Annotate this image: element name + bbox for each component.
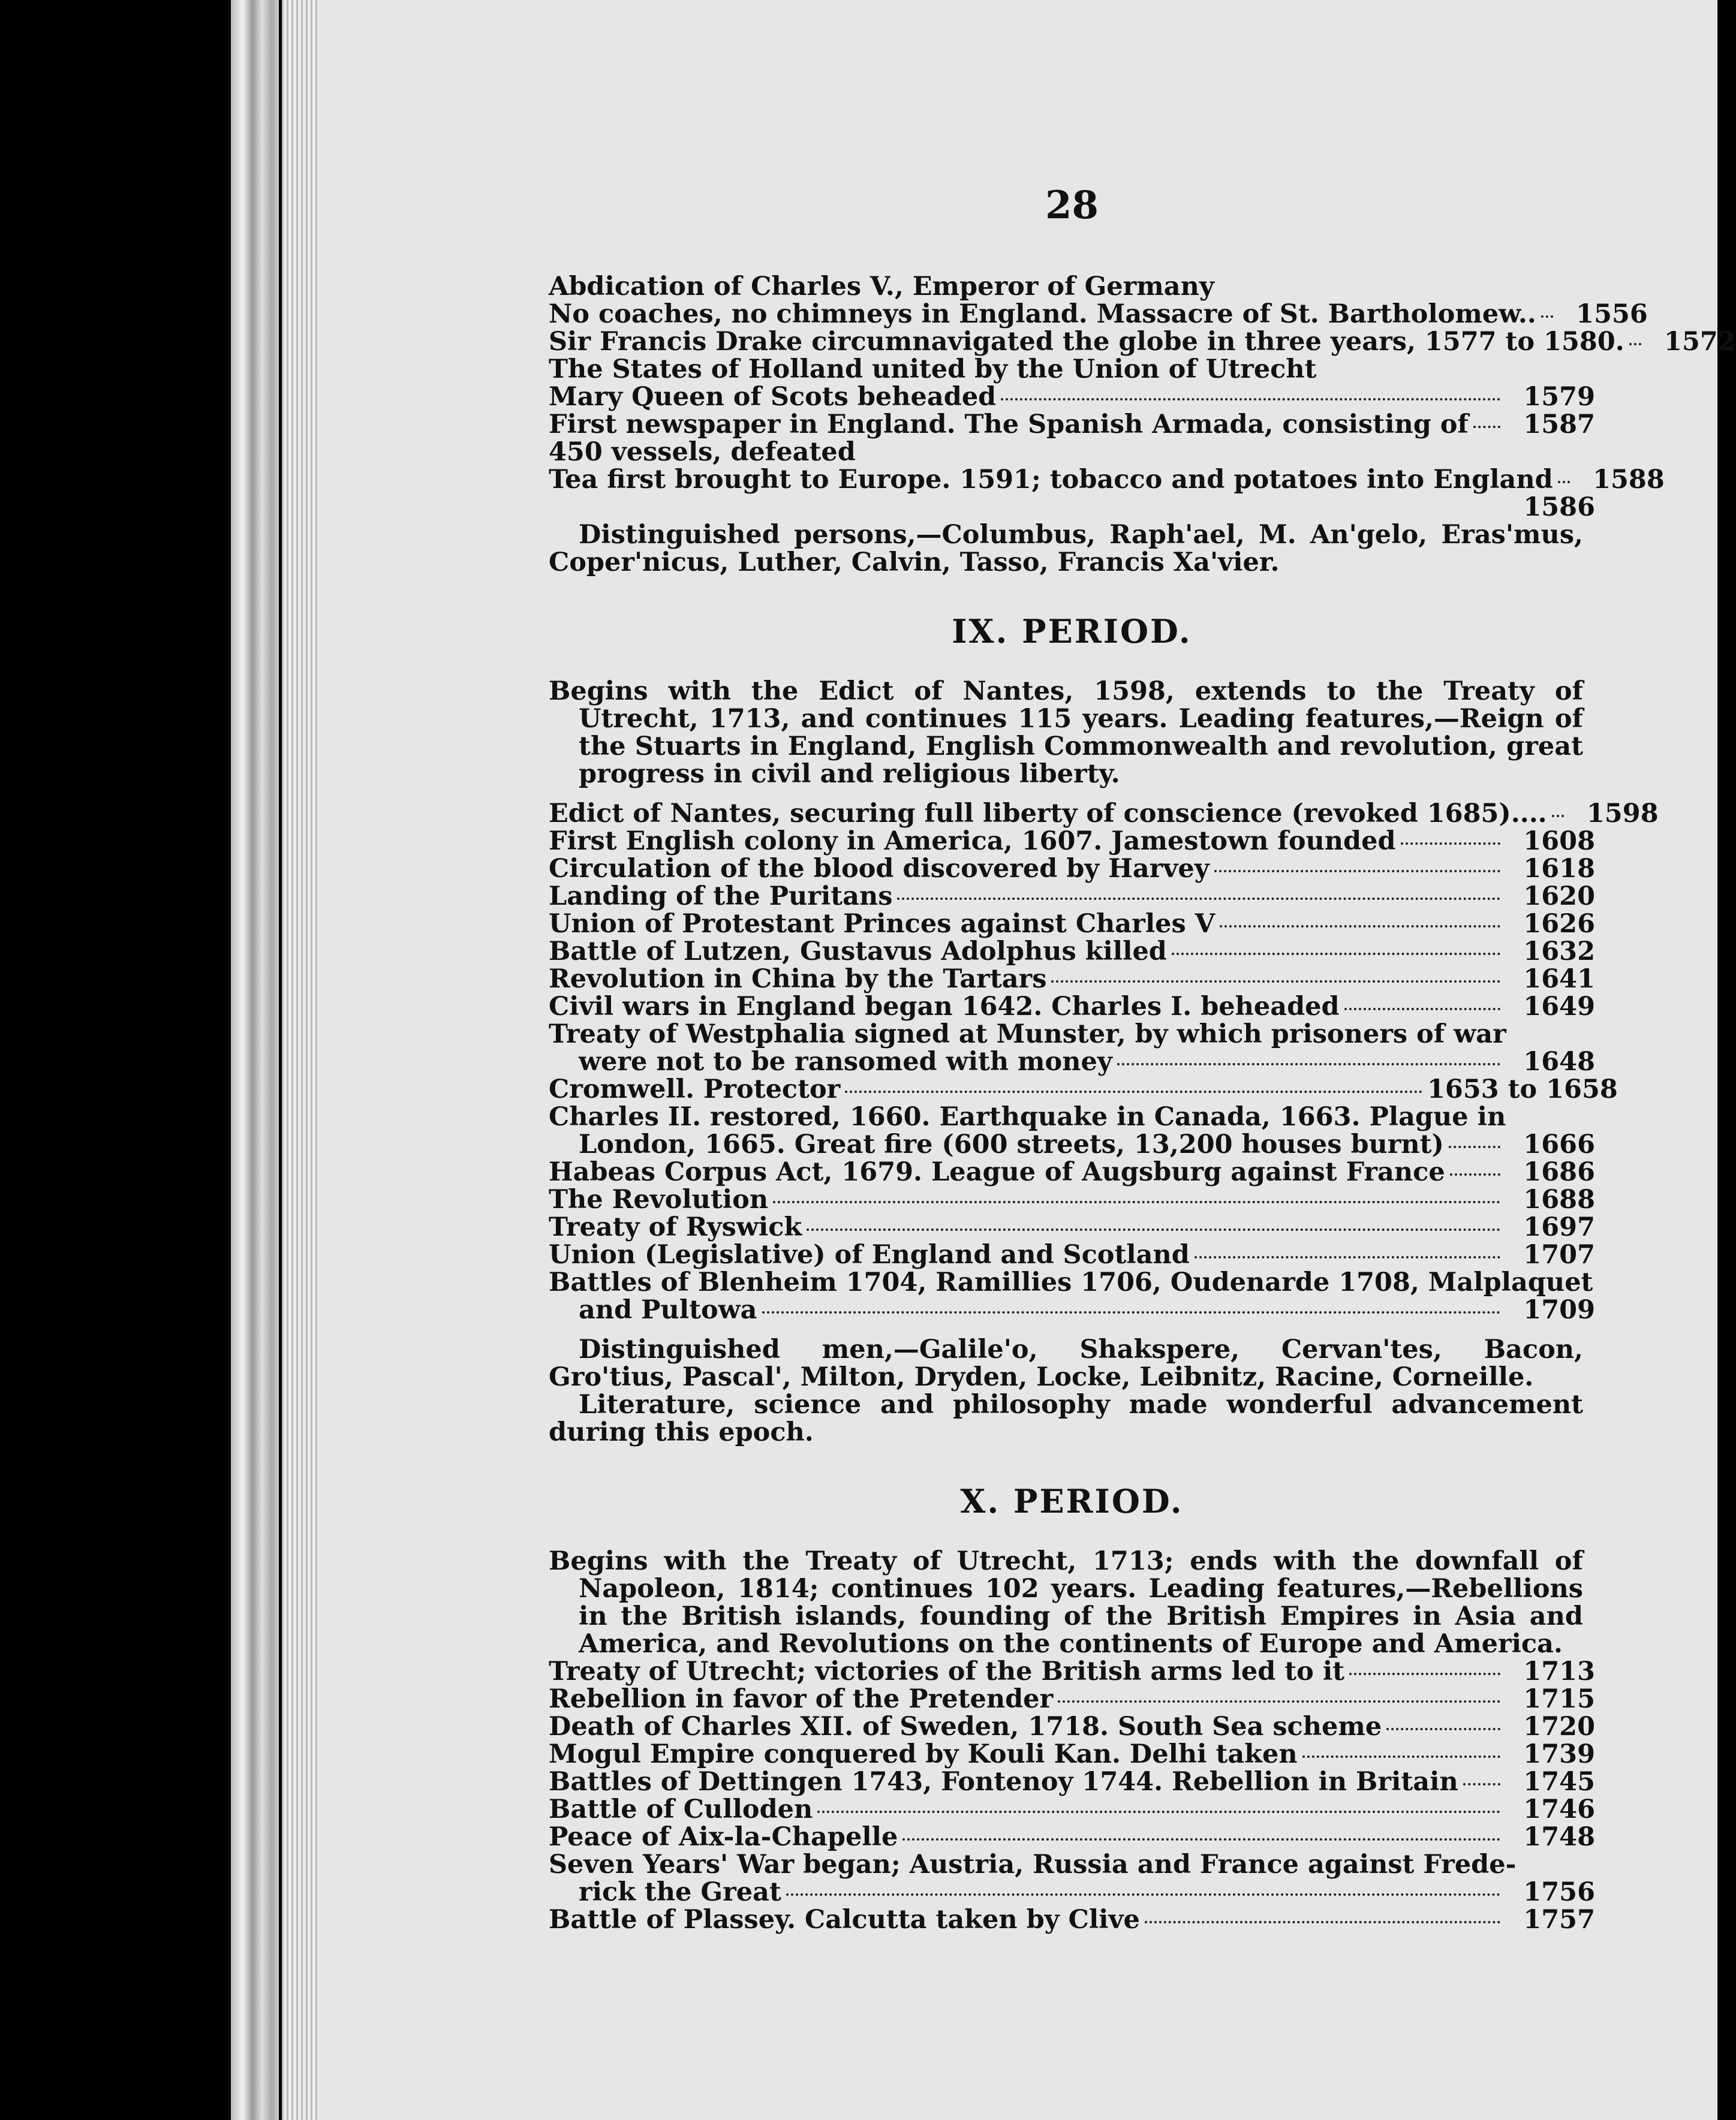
year-label: 1649 [1523,992,1595,1022]
dot-leader [1214,870,1500,872]
event-text: Peace of Aix-la-Chapelle [549,1822,898,1852]
dot-leader [1473,426,1500,428]
timeline-row [549,938,1595,965]
timeline-row [549,327,1736,357]
year-label: 1757 [1523,1905,1595,1935]
dot-leader [1450,1173,1500,1176]
year-label: 1626 [1523,909,1595,939]
event-text: London, 1665. Great fire (600 streets, 13,200 houses burnt) [579,1130,1444,1160]
timeline-row [549,411,1595,438]
dot-leader [1541,315,1553,318]
timeline-row [549,1740,1595,1768]
timeline-row [549,993,1595,1020]
event-text: The States of Holland united by the Union of Utrecht [549,354,1317,384]
year-label: 1598 [1586,799,1659,829]
event-text: Habeas Corpus Act, 1679. League of Augsburg against France [549,1157,1445,1187]
dot-leader [1001,398,1500,400]
event-text: Treaty of Utrecht; victories of the British arms led to it [549,1657,1345,1687]
year-label: 1748 [1523,1822,1595,1852]
event-text: Landing of the Puritans [549,881,893,911]
period-ix-intro: Begins with the Edict of Nantes, 1598, extends to the Treaty of Utrecht, 1713, and continues 115 years. Leading features,—Reign of the Stuarts in England, English Commonwealth and revolution, great progress in civil and religious liberty. [549,676,1583,789]
event-text: First newspaper in England. The Spanish Armada, consisting of [549,409,1469,439]
dot-leader [1629,343,1641,345]
dot-leader [786,1893,1500,1896]
timeline-row [549,827,1595,855]
event-text: The Revolution [549,1185,769,1215]
book-spine [231,0,279,2120]
year-label: 1608 [1523,826,1595,856]
timeline-row [549,1103,1595,1131]
year-label: 1641 [1523,964,1595,994]
page-number: 28 [1045,183,1099,228]
event-text: Rebellion in favor of the Pretender [549,1684,1054,1714]
event-text: Battles of Blenheim 1704, Ramillies 1706, Oudenarde 1708, Malplaquet [549,1267,1593,1297]
event-text: Cromwell. Protector [549,1074,841,1104]
event-text: rick the Great [579,1877,781,1907]
page-content [549,183,1736,1935]
dot-leader [1172,953,1500,955]
event-text: Sir Francis Drake circumnavigated the globe in three years, 1577 to 1580. [549,327,1624,357]
timeline-row [549,1186,1595,1213]
event-text: Battle of Culloden [549,1794,813,1824]
period-x-timeline [549,1658,1595,1934]
timeline-row [549,1658,1595,1685]
timeline-row [549,1768,1595,1796]
dot-leader [1463,1783,1500,1785]
dot-leader [1552,815,1564,817]
dot-leader [1386,1728,1500,1730]
dot-leader [1344,1008,1500,1010]
year-label: 1709 [1523,1295,1595,1325]
dot-leader [1058,1700,1500,1703]
timeline-row [549,883,1595,910]
event-text: Abdication of Charles V., Emperor of Germany [549,272,1214,302]
event-text: Revolution in China by the Tartars [549,964,1047,994]
timeline-row [549,1906,1595,1934]
event-text: Mogul Empire conquered by Kouli Kan. Delhi taken [549,1739,1298,1769]
year-label: 1556 [1576,299,1648,329]
timeline-row [549,356,1595,383]
event-text: Death of Charles XII. of Sweden, 1718. South Sea scheme [549,1712,1382,1742]
timeline-row [549,1074,1618,1104]
period-x-intro: Begins with the Treaty of Utrecht, 1713; ends with the downfall of Napoleon, 1814; continues 102 years. Leading features,—Rebellions in the British islands, founding of the British Empires in Asia and America, and Revolutions on the continents of Europe and America. [549,1546,1583,1659]
period-x-heading: X. PERIOD. [960,1482,1184,1520]
timeline-row [549,1158,1595,1186]
year-label: 1579 [1523,382,1595,412]
event-text: Mary Queen of Scots beheaded [549,382,997,412]
event-text: Circulation of the blood discovered by Harvey [549,854,1210,884]
timeline-row [549,1131,1595,1158]
timeline-row [549,965,1595,993]
timeline-row [549,799,1659,829]
page-edges [282,0,318,2120]
dot-leader [1302,1755,1500,1758]
timeline-row [549,273,1595,300]
timeline-row [549,1048,1595,1076]
year-label: 1618 [1523,854,1595,884]
year-label: 1746 [1523,1794,1595,1824]
timeline-row [549,1213,1595,1241]
year-label: 1720 [1523,1712,1595,1742]
timeline-row [549,1685,1595,1713]
event-text: No coaches, no chimneys in England. Massacre of St. Bartholomew.. [549,299,1536,329]
year-label: 1620 [1523,881,1595,911]
top-section [549,272,1736,577]
timeline-row [549,465,1665,495]
dot-leader [1401,842,1500,845]
event-text: Union of Protestant Princes against Charles V [549,909,1215,939]
event-text: Treaty of Ryswick [549,1212,802,1242]
year-label: 1666 [1523,1130,1595,1160]
top-timeline [549,272,1736,495]
event-text: Tea first brought to Europe. 1591; tobacco and potatoes into England [549,465,1553,495]
year-label: 1572 [1664,327,1736,357]
year-label: 1688 [1523,1185,1595,1215]
year-label: 1707 [1523,1240,1595,1270]
distinguished-persons: Distinguished persons,—Columbus, Raph'ael, M. An'gelo, Eras'mus, Coper'nicus, Luther, Calvin, Tasso, Francis Xa'vier. [549,520,1583,577]
timeline-row [549,1878,1595,1906]
event-text: First English colony in America, 1607. Jamestown founded [549,826,1396,856]
timeline-row [549,1823,1595,1851]
period-ix-distinguished: Distinguished men,—Galile'o, Shakspere, Cervan'tes, Bacon, Gro'tius, Pascal', Milton, Dryden, Locke, Leibnitz, Racine, Corneille. [549,1335,1583,1392]
dot-leader [902,1838,1500,1841]
year-label: 1653 to 1658 [1427,1074,1618,1104]
year-label: 1632 [1523,936,1595,966]
event-text: were not to be ransomed with money [579,1047,1112,1077]
year-label: 1586 [1523,492,1595,522]
dot-leader [845,1091,1422,1093]
dot-leader [1051,980,1500,983]
event-text: Civil wars in England began 1642. Charles I. beheaded [549,992,1340,1022]
event-text: and Pultowa [579,1295,757,1325]
year-label: 1756 [1523,1877,1595,1907]
year-label: 1588 [1593,465,1665,495]
timeline-row [549,1269,1595,1296]
dot-leader [1558,481,1570,483]
event-text: Treaty of Westphalia signed at Munster, by which prisoners of war [549,1019,1506,1049]
timeline-row [549,1296,1595,1324]
period-ix-heading: IX. PERIOD. [952,612,1192,651]
dot-leader [773,1201,1500,1203]
year-label: 1686 [1523,1157,1595,1187]
year-label: 1697 [1523,1212,1595,1242]
timeline-row [549,1241,1595,1269]
timeline-row [549,438,1595,466]
year-label: 1587 [1523,409,1595,439]
dot-leader [762,1311,1500,1314]
dot-leader [1449,1146,1500,1148]
timeline-row [549,383,1595,411]
timeline-row [549,299,1648,329]
timeline-row [549,910,1595,938]
dot-leader [817,1811,1500,1813]
event-text: Seven Years' War began; Austria, Russia and France against Frede- [549,1850,1517,1880]
year-label: 1739 [1523,1739,1595,1769]
event-text: Battle of Plassey. Calcutta taken by Clive [549,1905,1140,1935]
dot-leader [1145,1921,1500,1923]
timeline-row [549,1796,1595,1823]
period-ix-literature: Literature, science and philosophy made wonderful advancement during this epoch. [549,1390,1583,1447]
event-text: Union (Legislative) of England and Scotland [549,1240,1190,1270]
event-text: 450 vessels, defeated [549,437,856,467]
dot-leader [897,898,1500,900]
timeline-row [549,1851,1595,1878]
year-label: 1745 [1523,1767,1595,1797]
dot-leader [1195,1256,1500,1258]
period-ix-timeline [549,799,1659,1325]
event-text: Charles II. restored, 1660. Earthquake in Canada, 1663. Plague in [549,1102,1506,1132]
timeline-row [549,855,1595,883]
year-label: 1648 [1523,1047,1595,1077]
event-text: Battles of Dettingen 1743, Fontenoy 1744. Rebellion in Britain [549,1767,1458,1797]
dot-leader [1220,925,1500,928]
dot-leader [1349,1673,1500,1675]
timeline-row [549,1020,1595,1048]
event-text: Edict of Nantes, securing full liberty of conscience (revoked 1685).... [549,799,1547,829]
year-label: 1715 [1523,1684,1595,1714]
dot-leader [807,1228,1500,1231]
event-text: Battle of Lutzen, Gustavus Adolphus killed [549,936,1167,966]
timeline-row [549,493,1595,521]
year-label: 1713 [1523,1657,1595,1687]
dot-leader [1117,1063,1500,1065]
timeline-row [549,1713,1595,1740]
